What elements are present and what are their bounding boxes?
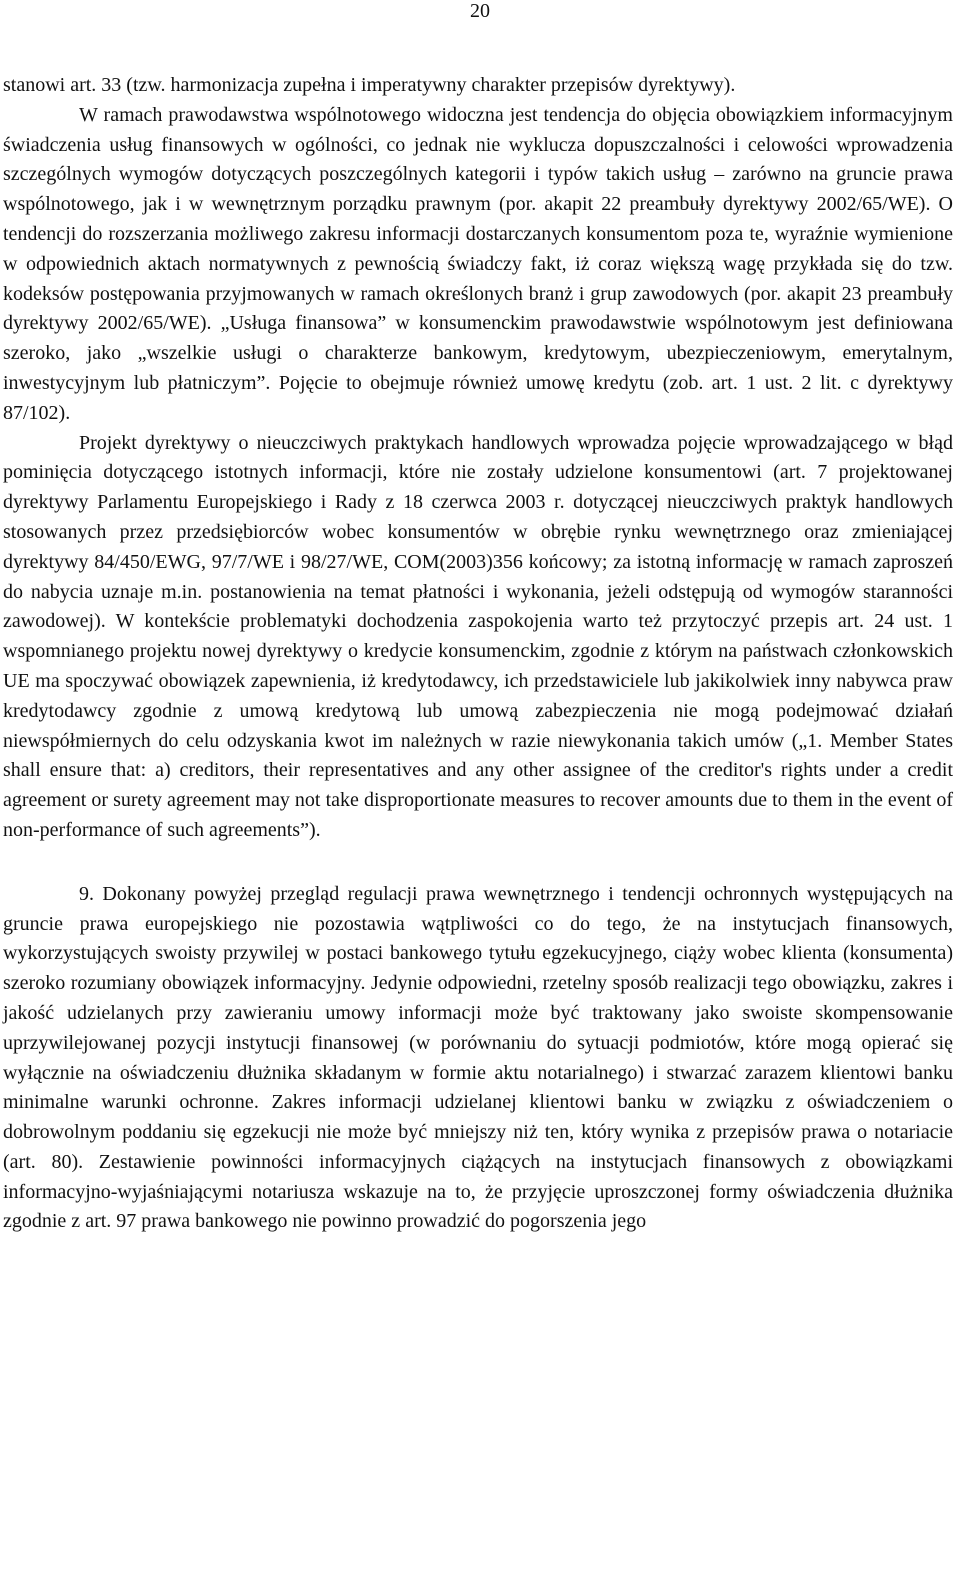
body-text [3, 71, 953, 1237]
paragraph-section-9: 9. Dokonany powyżej przegląd regulacji prawa wewnętrznego i tendencji ochronnych występujących na gruncie prawa europejskiego nie pozostawia wątpliwości co do tego, że na instytucjach finansowych, wykorzystujących swoisty przywilej w postaci bankowego tytułu egzekucyjnego, ciąży wobec klienta (konsumenta) szeroko rozumiany obowiązek informacyjny. Jedynie odpowiedni, rzetelny sposób realizacji tego obowiązku, zakres i jakość udzielanych przy zawieraniu umowy informacji może być traktowany jako swoiste skompensowanie uprzywilejowanej pozycji instytucji finansowej (w porównaniu do sytuacji podmiotów, które mogą opierać się wyłącznie na oświadczeniu dłużnika składanym w formie aktu notarialnego) i stwarzać zarazem klientowi banku minimalne warunki ochronne. Zakres informacji udzielanej klientowi banku w związku z oświadczeniem o dobrowolnym poddaniu się egzekucji nie może być mniejszy niż ten, który wynika z przepisów prawa o notariacie (art. 80). Zestawienie powinności informacyjnych ciążących na instytucjach finansowych z obowiązkami informacyjno-wyjaśniającymi notariusza wskazuje na to, że przyjęcie uproszczonej formy oświadczenia dłużnika zgodnie z art. 97 prawa bankowego nie powinno prowadzić do pogorszenia jego [3, 882, 953, 1233]
paragraph-unfair-practices-directive: Projekt dyrektywy o nieuczciwych praktykach handlowych wprowadza pojęcie wprowadzającego w błąd pominięcia dotyczącego istotnych informacji, które nie zostały udzielone konsumentowi (art. 7 projektowanej dyrektywy Parlamentu Europejskiego i Rady z 18 czerwca 2003 r. dotyczącej nieuczciwych praktyk handlowych stosowanych przez przedsiębiorców wobec konsumentów w obrębie rynku wewnętrznego oraz zmieniającej dyrektywy 84/450/EWG, 97/7/WE i 98/27/WE, COM(2003)356 końcowy; za istotną informację w ramach zaproszeń do nabycia uznaje m.in. postanowienia na temat płatności i wykonania, jeżeli odstępują od wymogów staranności zawodowej). W kontekście problematyki dochodzenia zaspokojenia warto też przytoczyć przepis art. 24 ust. 1 wspomnianego projektu nowej dyrektywy o kredycie konsumenckim, zgodnie z którym na państwach członkowskich UE ma spoczywać obowiązek zapewnienia, iż kredytodawcy, ich przedstawiciele lub jakikolwiek inny nabywca praw kredytodawcy zgodnie z umową kredytową lub umową zabezpieczenia nie mogą podejmować działań niewspółmiernych do celu odzyskania kwot im należnych w razie niewykonania takich umów („1. Member States shall ensure that: a) creditors, their representatives and any other assignee of the creditor's rights under a credit agreement or surety agreement may not take disproportionate measures to recover amounts due to them in the event of non-performance of such agreements”). [3, 431, 953, 841]
paragraph-continuation: stanowi art. 33 (tzw. harmonizacja zupełna i imperatywny charakter przepisów dyrektywy). [3, 74, 736, 96]
paragraph-spacer [3, 846, 953, 880]
page-number: 20 [470, 0, 490, 22]
paragraph-eu-information-duty: W ramach prawodawstwa wspólnotowego widoczna jest tendencja do objęcia obowiązkiem informacyjnym świadczenia usług finansowych w ogólności, co jednak nie wyklucza dopuszczalności i celowości wprowadzenia szczególnych wymogów dotyczących poszczególnych kategorii i typów takich usług – zarówno na gruncie prawa wspólnotowego, jak i w wewnętrznym porządku prawnym (por. akapit 22 preambuły dyrektywy 2002/65/WE). O tendencji do rozszerzania możliwego zakresu informacji dostarczanych konsumentom poza te, wyraźnie wymienione w odpowiednich aktach normatywnych z pewnością świadczy fakt, iż coraz większą wagę przykłada się do tzw. kodeksów postępowania przyjmowanych w ramach określonych branż i grup zawodowych (por. akapit 23 preambuły dyrektywy 2002/65/WE). „Usługa finansowa” w konsumenckim prawodawstwie wspólnotowym jest definiowana szeroko, jako „wszelkie usługi o charakterze bankowym, kredytowym, ubezpieczeniowym, emerytalnym, inwestycyjnym lub płatniczym”. Pojęcie to obejmuje również umowę kredytu (zob. art. 1 ust. 2 lit. c dyrektywy 87/102). [3, 103, 953, 424]
